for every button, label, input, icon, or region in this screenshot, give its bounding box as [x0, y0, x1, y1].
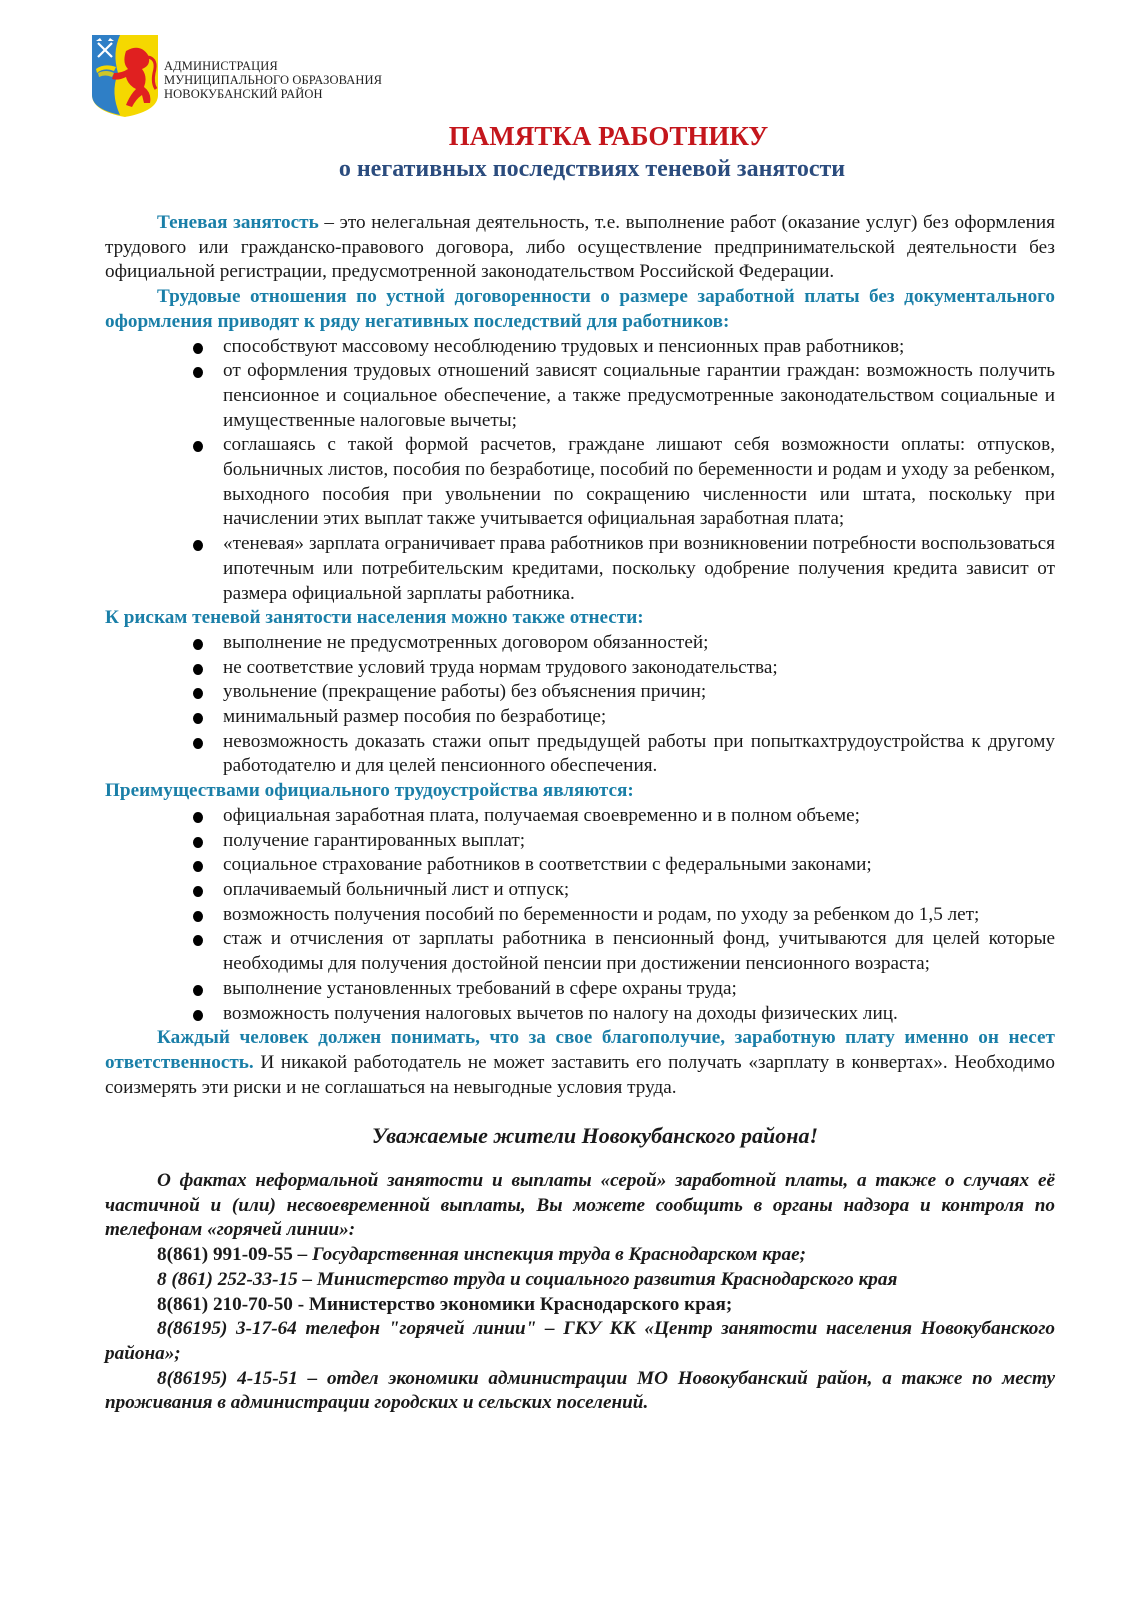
- contact-description: – Государственная инспекция труда в Краснодарском крае;: [292, 1244, 807, 1266]
- list-item: способствуют массовому несоблюдению трудовых и пенсионных прав работников;: [223, 335, 1055, 360]
- list-item: от оформления трудовых отношений зависят социальные гарантии граждан: возможность получить пенсионное и социальное обеспечение, а также предусмотренные законодательством социальные и имущественные налоговые вычеты;: [223, 359, 1055, 433]
- intro-term: Теневая занятость: [157, 212, 319, 233]
- section2-list: [105, 631, 1055, 779]
- list-item: возможность получения пособий по беременности и родам, по уходу за ребенком до 1,5 лет;: [223, 903, 1055, 928]
- appeal-intro: О фактах неформальной занятости и выплаты «серой» заработной платы, а также о случаях её частичной и (или) несвоевременной выплаты, Вы можете сообщить в органы надзора и контроля по телефонам «горячей линии»:: [105, 1170, 1055, 1241]
- list-item: не соответствие условий труда нормам трудового законодательства;: [223, 656, 1055, 681]
- conclusion-paragraph: [105, 1026, 1055, 1100]
- appeal-greeting: Уважаемые жители Новокубанского района!: [371, 1123, 819, 1149]
- contact-line: [105, 1293, 1055, 1318]
- page-subtitle: о негативных последствиях теневой занятости: [338, 156, 846, 182]
- contact-phone: 8(86195) 4-15-51: [157, 1367, 298, 1389]
- section1-heading: Трудовые отношения по устной договоренности о размере заработной платы без документального оформления приводят к ряду негативных последствий для работников:: [105, 286, 1055, 332]
- header: [90, 33, 382, 119]
- contact-line: [105, 1243, 1055, 1268]
- section3-list: [105, 804, 1055, 1026]
- intro-definition: – это нелегальная деятельность, т.е. выполнение работ (оказание услуг) без оформления трудового или гражданско-правового договора, либо осуществление предпринимательской деятельности без официальной регистрации, предусмотренной законодательством Российской Федерации.: [105, 212, 1055, 283]
- contact-description: - Министерство экономики Краснодарского края;: [292, 1293, 733, 1315]
- list-item: возможность получения налоговых вычетов по налогу на доходы физических лиц.: [223, 1002, 1055, 1027]
- list-item: получение гарантированных выплат;: [223, 829, 1055, 854]
- section2-heading: К рискам теневой занятости населения можно также отнести:: [105, 607, 644, 629]
- org-line: АДМИНИСТРАЦИЯ: [164, 59, 278, 73]
- list-item: выполнение не предусмотренных договором обязанностей;: [223, 631, 1055, 656]
- list-item: выполнение установленных требований в сфере охраны труда;: [223, 977, 1055, 1002]
- org-line: НОВОКУБАНСКИЙ РАЙОН: [164, 87, 323, 101]
- contact-description: телефон "горячей линии" – ГКУ КК «Центр занятости населения Новокубанского района»;: [105, 1318, 1056, 1364]
- section3-heading: Преимуществами официального трудоустройства являются:: [105, 780, 634, 802]
- list-item: официальная заработная плата, получаемая своевременно и в полном объеме;: [223, 804, 1055, 829]
- contact-phone: 8(861) 210-70-50: [157, 1293, 293, 1315]
- list-item: социальное страхование работников в соответствии с федеральными законами;: [223, 853, 1055, 878]
- intro-paragraph: [105, 211, 1055, 285]
- org-line: МУНИЦИПАЛЬНОГО ОБРАЗОВАНИЯ: [164, 73, 383, 87]
- contact-phone: 8(861) 991-09-55: [157, 1244, 293, 1266]
- page-title: ПАМЯТКА РАБОТНИКУ: [448, 121, 769, 151]
- contact-phone: 8(86195) 3-17-64: [157, 1318, 297, 1340]
- contact-description: – Министерство труда и социального развития Краснодарского края: [297, 1268, 898, 1290]
- list-item: оплачиваемый больничный лист и отпуск;: [223, 878, 1055, 903]
- contact-line: [105, 1317, 1055, 1366]
- contact-line: [105, 1367, 1055, 1416]
- coat-of-arms-icon: [90, 33, 160, 119]
- conclusion-highlight: Каждый человек должен понимать, что за свое благополучие, заработную плату именно он несет ответственность.: [105, 1027, 1055, 1073]
- list-item: стаж и отчисления от зарплаты работника в пенсионный фонд, учитываются для целей которые необходимы для получения достойной пенсии при достижении пенсионного возраста;: [223, 927, 1055, 976]
- organization-name: [164, 59, 382, 101]
- contact-line: [105, 1268, 1055, 1293]
- list-item: увольнение (прекращение работы) без объяснения причин;: [223, 680, 1055, 705]
- contact-description: – отдел экономики администрации МО Новокубанский район, а также по месту проживания в администрации городских и сельских поселений.: [105, 1367, 1055, 1414]
- contact-phone: 8 (861) 252-33-15: [157, 1268, 298, 1290]
- document-body: [105, 211, 1055, 1416]
- section1-list: [105, 335, 1055, 607]
- conclusion-text: И никакой работодатель не может заставить его получать «зарплату в конвертах». Необходимо соизмерять эти риски и не соглашаться на невыгодные условия труда.: [105, 1051, 1055, 1098]
- list-item: соглашаясь с такой формой расчетов, граждане лишают себя возможности оплаты: отпусков, больничных листов, пособия по безработице, пособий по беременности и родам и уходу за ребенком, выходного пособия при увольнении по сокращению численности или штата, поскольку при начислении этих выплат также учитывается официальная заработная плата;: [223, 433, 1055, 532]
- list-item: «теневая» зарплата ограничивает права работников при возникновении потребности воспользоваться ипотечным или потребительским кредитами, поскольку одобрение получения кредита зависит от размера официальной зарплаты работника.: [223, 532, 1055, 606]
- list-item: минимальный размер пособия по безработице;: [223, 705, 1055, 730]
- list-item: невозможность доказать стажи опыт предыдущей работы при попыткахтрудоустройства к другому работодателю и для целей пенсионного обеспечения.: [223, 730, 1055, 779]
